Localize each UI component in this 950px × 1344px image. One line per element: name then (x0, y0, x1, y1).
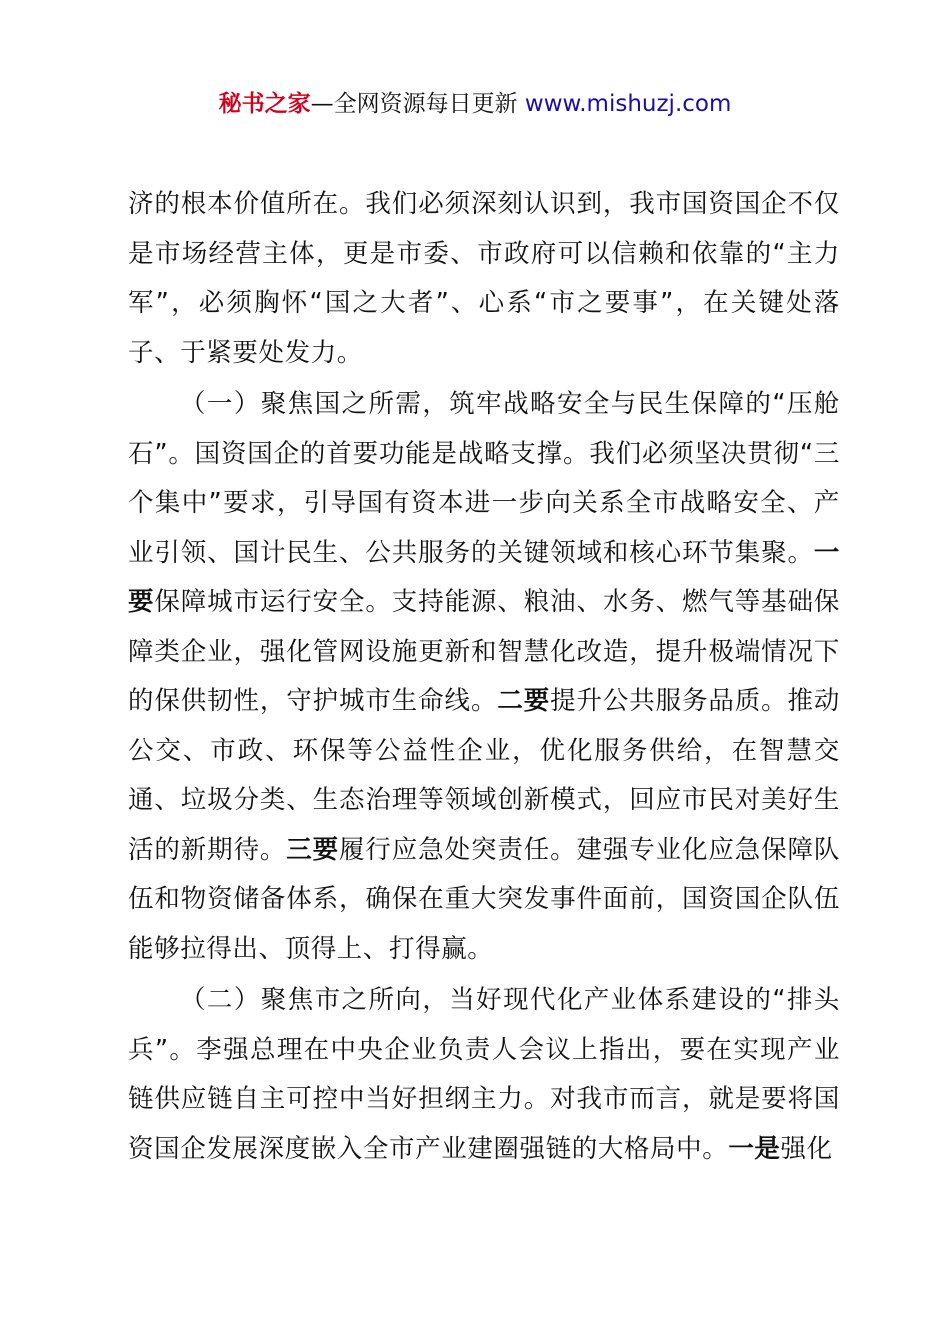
section-1-point-2-label: 二要 (497, 686, 551, 716)
site-header (0, 86, 950, 122)
site-brand: 秘书之家 (218, 91, 311, 117)
site-url-link[interactable]: www.mishuzj.com (524, 91, 732, 117)
paragraph-continuation (128, 180, 840, 378)
document-body (128, 180, 840, 1176)
section-2-point-1-text: 强化 (780, 1133, 833, 1164)
section-2-point-1-label: 一是 (728, 1133, 781, 1164)
section-1-point-3-label: 三要 (286, 834, 340, 865)
paragraph-section-1 (128, 380, 840, 974)
section-1-point-1-text: 保障城市运行安全。支持能源、粮油、水务、燃气等基础保障类企业，强化管网设施更新和智慧化改造，提升极端情况下的保供韧性，守护城市生命线。 (128, 587, 840, 716)
section-2-lead: （二）聚焦市之所向，当好现代化产业体系建设的“排头兵”。李强总理在中央企业负责人会议上指出，要在实现产业链供应链自主可控中当好担纲主力。对我市而言，就是要将国资国企发展深度嵌入全市产业建圈强链的大格局中。 (128, 985, 840, 1164)
section-1-point-1-label: 一要 (128, 537, 840, 617)
paragraph-section-2 (128, 976, 840, 1174)
section-1-point-3-text: 履行应急处突责任。建强专业化应急保障队伍和物资储备体系，确保在重大突发事件面前，国资国企队伍能够拉得出、顶得上、打得赢。 (128, 834, 840, 964)
section-1-point-2-text: 提升公共服务品质。推动公交、市政、环保等公益性企业，优化服务供给，在智慧交通、垃圾分类、生态治理等领域创新模式，回应市民对美好生活的新期待。 (128, 686, 840, 865)
section-1-lead: （一）聚焦国之所需，筑牢战略安全与民生保障的“压舱石”。国资国企的首要功能是战略支撑。我们必须坚决贯彻“三个集中”要求，引导国有资本进一步向关系全市战略安全、产业引领、国计民生、公共服务的关键领域和核心环节集聚。 (128, 389, 840, 568)
paragraph-text: 济的根本价值所在。我们必须深刻认识到，我市国资国企不仅是市场经营主体，更是市委、市政府可以信赖和依靠的“主力军”，必须胸怀“国之大者”、心系“市之要事”，在关键处落子、于紧要处发力。 (128, 189, 840, 368)
site-tagline: —全网资源每日更新 (310, 91, 518, 117)
